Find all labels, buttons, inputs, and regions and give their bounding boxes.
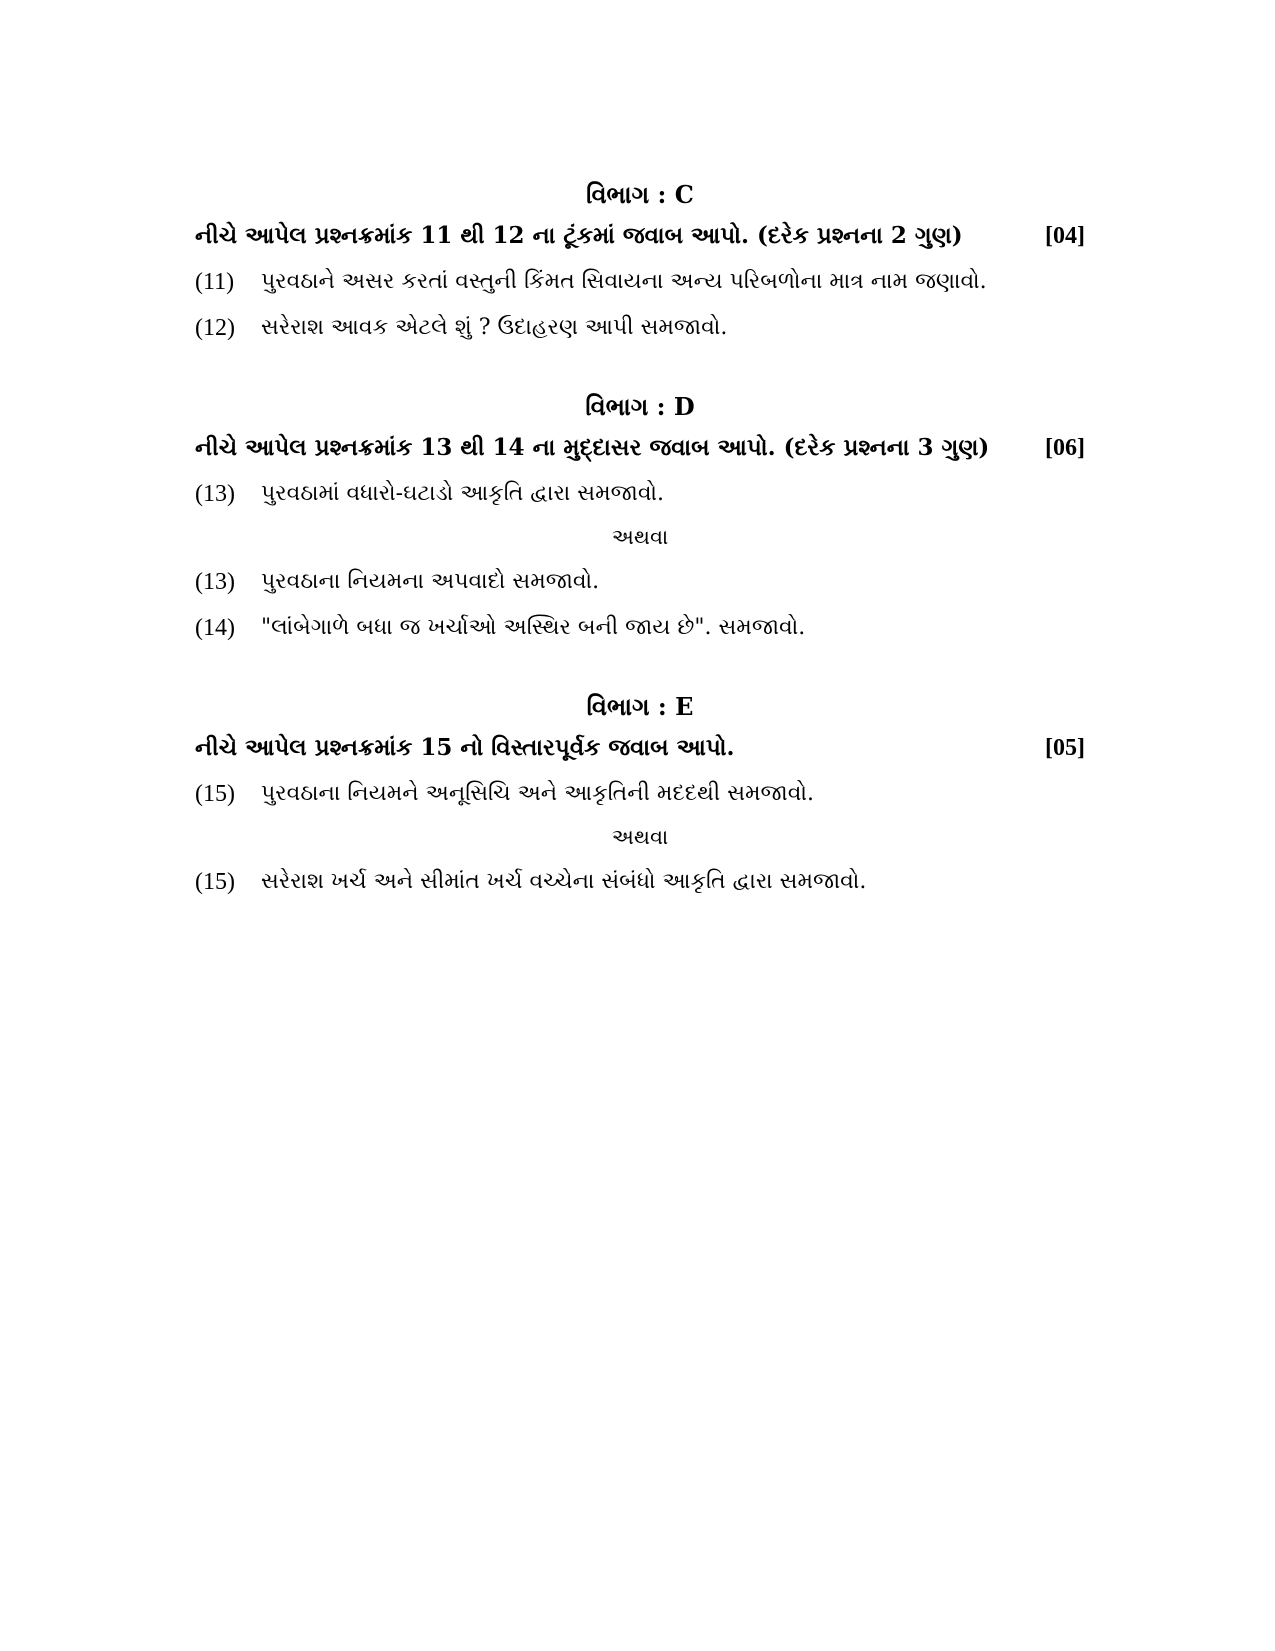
section-d [195, 392, 1085, 644]
question-number: (15) [195, 869, 235, 895]
section-title: વિભાગ : C [586, 180, 694, 209]
question-number: (15) [195, 781, 235, 807]
question-text: સરેરાશ ખર્ચ અને સીમાંત ખર્ચ વચ્ચેના સંબંધો આકૃતિ દ્વારા સમજાવો. [261, 869, 867, 894]
or-separator: અથવા [611, 825, 669, 849]
question-number: (14) [195, 615, 235, 641]
marks-label: [05] [1045, 735, 1085, 761]
question-item [195, 266, 1085, 298]
question-text: પુરવઠાને અસર કરતાં વસ્તુની કિંમત સિવાયના અન્ય પરિબળોના માત્ર નામ જણાવો. [261, 269, 987, 294]
instruction-row [195, 432, 1085, 464]
question-item [195, 312, 1085, 344]
question-number: (11) [195, 269, 235, 295]
question-number: (12) [195, 315, 235, 341]
instruction-text: નીચે આપેલ પ્રશ્નક્રમાંક 11 થી 12 ના ટૂંકમાં જવાબ આપો. (દરેક પ્રશ્નના 2 ગુણ) [195, 222, 963, 249]
question-item [195, 566, 1085, 598]
instruction-row [195, 732, 1085, 764]
or-separator: અથવા [611, 525, 669, 549]
question-text: પુરવઠામાં વધારો-ઘટાડો આકૃતિ દ્વારા સમજાવો. [261, 481, 665, 506]
question-item [195, 478, 1085, 510]
marks-label: [04] [1045, 223, 1085, 249]
question-item [195, 866, 1085, 898]
question-number: (13) [195, 569, 235, 595]
question-text: "લાંબેગાળે બધા જ ખર્ચાઓ અસ્થિર બની જાય છે". સમજાવો. [261, 615, 806, 640]
instruction-text: નીચે આપેલ પ્રશ્નક્રમાંક 15 નો વિસ્તારપૂર્વક જવાબ આપો. [195, 734, 735, 761]
question-item [195, 612, 1085, 644]
question-number: (13) [195, 481, 235, 507]
section-e [195, 692, 1085, 898]
instruction-row [195, 220, 1085, 252]
question-item [195, 778, 1085, 810]
question-text: સરેરાશ આવક એટલે શું ? ઉદાહરણ આપી સમજાવો. [261, 315, 728, 340]
section-title: વિભાગ : D [585, 392, 695, 421]
question-text: પુરવઠાના નિયમના અપવાદો સમજાવો. [261, 569, 600, 594]
marks-label: [06] [1045, 435, 1085, 461]
section-title: વિભાગ : E [586, 692, 694, 721]
question-text: પુરવઠાના નિયમને અનૂસિચિ અને આકૃતિની મદદથી સમજાવો. [261, 781, 814, 806]
section-c [195, 180, 1085, 344]
instruction-text: નીચે આપેલ પ્રશ્નક્રમાંક 13 થી 14 ના મુદ્દાસર જવાબ આપો. (દરેક પ્રશ્નના 3 ગુણ) [195, 434, 990, 461]
